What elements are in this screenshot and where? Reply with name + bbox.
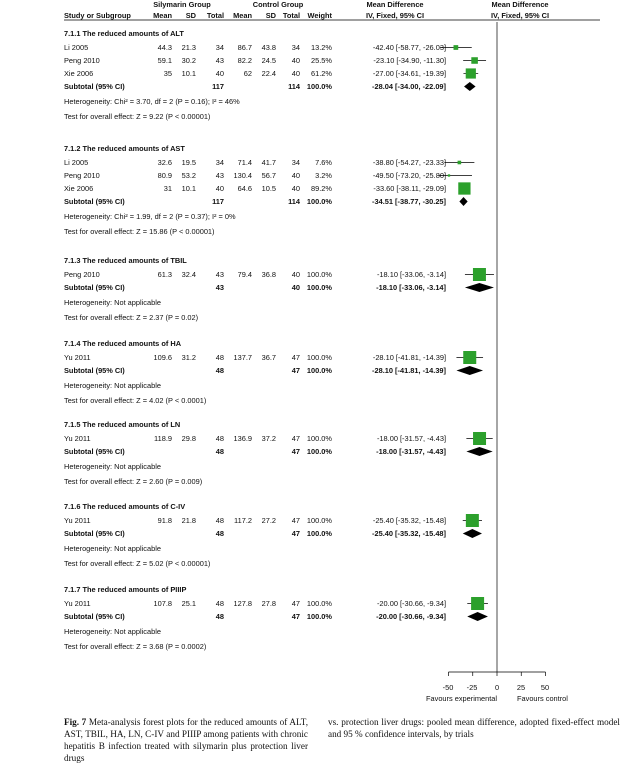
- subtotal-n1: 48: [215, 447, 224, 456]
- study-n1: 40: [215, 184, 224, 193]
- study-n1: 34: [215, 43, 224, 52]
- study-mean2: 82.2: [237, 56, 252, 65]
- subtotal-n2: 40: [291, 283, 300, 292]
- subtotal-label: Subtotal (95% CI): [64, 197, 125, 206]
- study-name: Yu 2011: [64, 516, 91, 525]
- study-mean2: 130.4: [233, 171, 252, 180]
- heterogeneity-text: Heterogeneity: Chi² = 1.99, df = 2 (P = 0.37); I² = 0%: [64, 212, 236, 221]
- heterogeneity-text: Heterogeneity: Not applicable: [64, 462, 161, 471]
- study-weight: 100.0%: [306, 516, 332, 525]
- subgroup-title: 7.1.4 The reduced amounts of HA: [64, 339, 182, 348]
- study-mean1: 118.9: [154, 434, 172, 443]
- study-sd1: 21.3: [181, 43, 196, 52]
- study-ci: -23.10 [-34.90, -11.30]: [373, 56, 446, 65]
- group2-header: Control Group: [252, 0, 304, 9]
- col-sd2: SD: [265, 11, 276, 20]
- subtotal-ci: -18.10 [-33.06, -3.14]: [376, 283, 446, 292]
- heterogeneity-text: Heterogeneity: Not applicable: [64, 627, 161, 636]
- study-n2: 40: [291, 56, 300, 65]
- pooled-diamond: [464, 82, 476, 91]
- study-n1: 43: [215, 171, 224, 180]
- study-sd1: 31.2: [181, 353, 196, 362]
- subtotal-weight: 100.0%: [306, 447, 332, 456]
- study-mean2: 136.9: [233, 434, 252, 443]
- overall-effect-text: Test for overall effect: Z = 5.02 (P < 0.00001): [64, 559, 211, 568]
- study-weight: 100.0%: [306, 270, 332, 279]
- study-n2: 34: [291, 43, 300, 52]
- subtotal-ci: -34.51 [-38.77, -30.25]: [372, 197, 446, 206]
- tick-label-m50: -50: [442, 683, 454, 692]
- subgroup-title: 7.1.1 The reduced amounts of ALT: [64, 29, 184, 38]
- study-mean2: 117.2: [234, 516, 252, 525]
- col-mean1: Mean: [153, 11, 172, 20]
- study-sd1: 19.5: [181, 158, 196, 167]
- study-ci: -25.40 [-35.32, -15.48]: [372, 516, 446, 525]
- study-ci: -27.00 [-34.61, -19.39]: [372, 69, 446, 78]
- study-weight: 100.0%: [306, 599, 332, 608]
- col-study: Study or Subgroup: [64, 11, 131, 20]
- subtotal-label: Subtotal (95% CI): [64, 612, 125, 621]
- study-square: [448, 174, 450, 176]
- md-header: Mean Difference: [366, 0, 424, 9]
- study-weight: 3.2%: [315, 171, 332, 180]
- study-sd1: 53.2: [181, 171, 196, 180]
- overall-effect-text: Test for overall effect: Z = 15.86 (P < 0.00001): [64, 227, 215, 236]
- study-square: [458, 182, 470, 194]
- study-sd1: 10.1: [181, 184, 196, 193]
- study-weight: 100.0%: [306, 353, 332, 362]
- study-mean1: 31: [163, 184, 172, 193]
- study-n2: 40: [291, 69, 300, 78]
- study-mean1: 32.6: [157, 158, 172, 167]
- subtotal-n1: 48: [215, 366, 224, 375]
- study-name: Peng 2010: [64, 171, 100, 180]
- subtotal-weight: 100.0%: [306, 529, 332, 538]
- caption-text-right: vs. protection liver drugs: pooled mean difference, adopted fixed-effect model and 95 % confidence intervals, by trials: [328, 717, 620, 739]
- pooled-diamond: [467, 612, 488, 621]
- study-square: [473, 268, 486, 281]
- study-n1: 48: [215, 434, 224, 443]
- study-mean1: 44.3: [157, 43, 172, 52]
- subtotal-weight: 100.0%: [306, 283, 332, 292]
- study-weight: 7.6%: [315, 158, 332, 167]
- study-sd1: 10.1: [181, 69, 196, 78]
- study-square: [463, 351, 476, 364]
- study-n2: 40: [291, 184, 300, 193]
- study-ci: -18.00 [-31.57, -4.43]: [376, 434, 446, 443]
- tick-label-25: 25: [516, 683, 526, 692]
- study-ci: -28.10 [-41.81, -14.39]: [372, 353, 446, 362]
- study-weight: 25.5%: [311, 56, 332, 65]
- col-weight: Weight: [307, 11, 332, 20]
- subtotal-weight: 100.0%: [306, 197, 332, 206]
- heterogeneity-text: Heterogeneity: Not applicable: [64, 381, 161, 390]
- study-n1: 48: [215, 353, 224, 362]
- subtotal-n1: 48: [215, 612, 224, 621]
- figure-caption-left: [64, 716, 308, 764]
- study-n1: 40: [215, 69, 224, 78]
- overall-effect-text: Test for overall effect: Z = 2.60 (P = 0.009): [64, 477, 203, 486]
- overall-effect-text: Test for overall effect: Z = 2.37 (P = 0.02): [64, 313, 199, 322]
- subtotal-label: Subtotal (95% CI): [64, 447, 125, 456]
- study-n1: 48: [215, 599, 224, 608]
- study-mean1: 80.9: [157, 171, 172, 180]
- subtotal-n1: 117: [212, 197, 224, 206]
- subtotal-n1: 117: [212, 82, 224, 91]
- col-total1: Total: [206, 11, 224, 20]
- study-sd1: 21.8: [181, 516, 196, 525]
- study-sd2: 36.7: [261, 353, 276, 362]
- pooled-diamond: [466, 447, 492, 456]
- study-sd2: 10.5: [261, 184, 276, 193]
- study-square: [471, 597, 484, 610]
- heterogeneity-text: Heterogeneity: Chi² = 3.70, df = 2 (P = 0.16); I² = 46%: [64, 97, 240, 106]
- study-mean2: 71.4: [237, 158, 252, 167]
- study-n2: 47: [291, 434, 300, 443]
- study-weight: 61.2%: [311, 69, 332, 78]
- study-sd2: 22.4: [261, 69, 276, 78]
- subtotal-label: Subtotal (95% CI): [64, 529, 125, 538]
- subtotal-n1: 48: [215, 529, 224, 538]
- subtotal-n2: 47: [291, 366, 300, 375]
- subtotal-label: Subtotal (95% CI): [64, 82, 125, 91]
- study-mean1: 91.8: [157, 516, 172, 525]
- study-weight: 100.0%: [306, 434, 332, 443]
- subgroup-title: 7.1.7 The reduced amounts of PIIIP: [64, 585, 187, 594]
- study-mean1: 107.8: [153, 599, 172, 608]
- study-mean2: 137.7: [233, 353, 252, 362]
- study-name: Yu 2011: [64, 434, 91, 443]
- col-ci: IV, Fixed, 95% CI: [365, 11, 425, 20]
- study-sd1: 32.4: [181, 270, 196, 279]
- subtotal-weight: 100.0%: [306, 366, 332, 375]
- subtotal-weight: 100.0%: [306, 612, 332, 621]
- study-mean1: 61.3: [157, 270, 172, 279]
- study-sd1: 29.8: [181, 434, 196, 443]
- subtotal-label: Subtotal (95% CI): [64, 283, 125, 292]
- study-weight: 89.2%: [311, 184, 332, 193]
- group1-header: Silymarin Group: [153, 0, 211, 9]
- col-sd1: SD: [185, 11, 196, 20]
- study-ci: -49.50 [-73.20, -25.80]: [372, 171, 446, 180]
- subtotal-ci: -20.00 [-30.66, -9.34]: [376, 612, 446, 621]
- study-sd1: 30.2: [181, 56, 196, 65]
- tick-label-50: 50: [540, 683, 550, 692]
- subgroup-title: 7.1.2 The reduced amounts of AST: [64, 144, 185, 153]
- subtotal-ci: -28.10 [-41.81, -14.39]: [372, 366, 446, 375]
- heterogeneity-text: Heterogeneity: Not applicable: [64, 544, 161, 553]
- study-sd2: 41.7: [261, 158, 276, 167]
- col-ci-plot: IV, Fixed, 95% CI: [490, 11, 550, 20]
- col-mean2: Mean: [233, 11, 252, 20]
- study-mean1: 35: [163, 69, 172, 78]
- md-plot-header: Mean Difference: [491, 0, 549, 9]
- study-square: [473, 432, 486, 445]
- study-name: Peng 2010: [64, 56, 100, 65]
- col-total2: Total: [282, 11, 300, 20]
- study-sd2: 27.8: [261, 599, 276, 608]
- study-square: [466, 68, 476, 78]
- study-name: Li 2005: [64, 43, 89, 52]
- study-n2: 47: [291, 353, 300, 362]
- subtotal-n2: 47: [291, 447, 300, 456]
- study-square: [454, 45, 459, 50]
- study-name: Peng 2010: [64, 270, 100, 279]
- study-mean2: 62: [243, 69, 252, 78]
- study-ci: -18.10 [-33.06, -3.14]: [376, 270, 446, 279]
- favours-control: Favours control: [517, 694, 568, 703]
- study-ci: -20.00 [-30.66, -9.34]: [376, 599, 446, 608]
- study-mean2: 127.8: [233, 599, 252, 608]
- subtotal-label: Subtotal (95% CI): [64, 366, 125, 375]
- subtotal-weight: 100.0%: [306, 82, 332, 91]
- favours-experimental: Favours experimental: [426, 694, 498, 703]
- study-mean2: 79.4: [237, 270, 252, 279]
- study-n1: 43: [215, 56, 224, 65]
- study-mean2: 86.7: [237, 43, 252, 52]
- study-n1: 48: [215, 516, 224, 525]
- tick-label-m25: -25: [466, 683, 478, 692]
- study-n1: 43: [215, 270, 224, 279]
- study-square: [458, 161, 462, 165]
- study-name: Xie 2006: [64, 69, 94, 78]
- study-sd2: 56.7: [261, 171, 276, 180]
- study-mean1: 109.6: [153, 353, 172, 362]
- pooled-diamond: [456, 366, 483, 375]
- subtotal-n2: 47: [291, 529, 300, 538]
- study-sd2: 43.8: [261, 43, 276, 52]
- study-ci: -33.60 [-38.11, -29.09]: [373, 184, 446, 193]
- tick-label-0: 0: [494, 683, 500, 692]
- figure-label: Fig. 7: [64, 717, 87, 727]
- subtotal-ci: -25.40 [-35.32, -15.48]: [372, 529, 446, 538]
- subtotal-n2: 114: [288, 197, 300, 206]
- subtotal-n2: 47: [291, 612, 300, 621]
- overall-effect-text: Test for overall effect: Z = 3.68 (P = 0.0002): [64, 642, 207, 651]
- subtotal-ci: -28.04 [-34.00, -22.09]: [372, 82, 446, 91]
- study-sd2: 24.5: [261, 56, 276, 65]
- subgroup-title: 7.1.3 The reduced amounts of TBIL: [64, 256, 187, 265]
- caption-text-left: Meta-analysis forest plots for the reduced amounts of ALT, AST, TBIL, HA, LN, C-IV and PIIIP among patients with chronic hepatitis B infection treated with silymarin plus protection liver drugs: [64, 717, 308, 763]
- pooled-diamond: [459, 197, 467, 206]
- subtotal-n1: 43: [215, 283, 224, 292]
- study-mean2: 64.6: [237, 184, 252, 193]
- study-name: Xie 2006: [64, 184, 94, 193]
- subgroup-title: 7.1.5 The reduced amounts of LN: [64, 420, 181, 429]
- study-name: Yu 2011: [64, 353, 91, 362]
- subgroup-title: 7.1.6 The reduced amounts of C-IV: [64, 502, 186, 511]
- study-sd2: 37.2: [261, 434, 276, 443]
- figure-caption-right: [328, 716, 620, 740]
- study-square: [466, 514, 479, 527]
- study-sd2: 27.2: [261, 516, 276, 525]
- study-n2: 40: [291, 270, 300, 279]
- study-mean1: 59.1: [157, 56, 172, 65]
- study-n2: 47: [291, 516, 300, 525]
- study-n2: 34: [291, 158, 300, 167]
- study-sd2: 36.8: [261, 270, 276, 279]
- study-n1: 34: [215, 158, 224, 167]
- study-ci: -42.40 [-58.77, -26.03]: [372, 43, 446, 52]
- subtotal-n2: 114: [288, 82, 300, 91]
- overall-effect-text: Test for overall effect: Z = 9.22 (P < 0.00001): [64, 112, 211, 121]
- heterogeneity-text: Heterogeneity: Not applicable: [64, 298, 161, 307]
- study-square: [471, 57, 478, 64]
- study-ci: -38.80 [-54.27, -23.33]: [372, 158, 446, 167]
- study-name: Li 2005: [64, 158, 89, 167]
- study-n2: 47: [291, 599, 300, 608]
- study-name: Yu 2011: [64, 599, 91, 608]
- pooled-diamond: [463, 529, 482, 538]
- subtotal-ci: -18.00 [-31.57, -4.43]: [376, 447, 446, 456]
- overall-effect-text: Test for overall effect: Z = 4.02 (P < 0.0001): [64, 396, 207, 405]
- pooled-diamond: [465, 283, 494, 292]
- study-weight: 13.2%: [311, 43, 332, 52]
- study-n2: 40: [291, 171, 300, 180]
- study-sd1: 25.1: [181, 599, 196, 608]
